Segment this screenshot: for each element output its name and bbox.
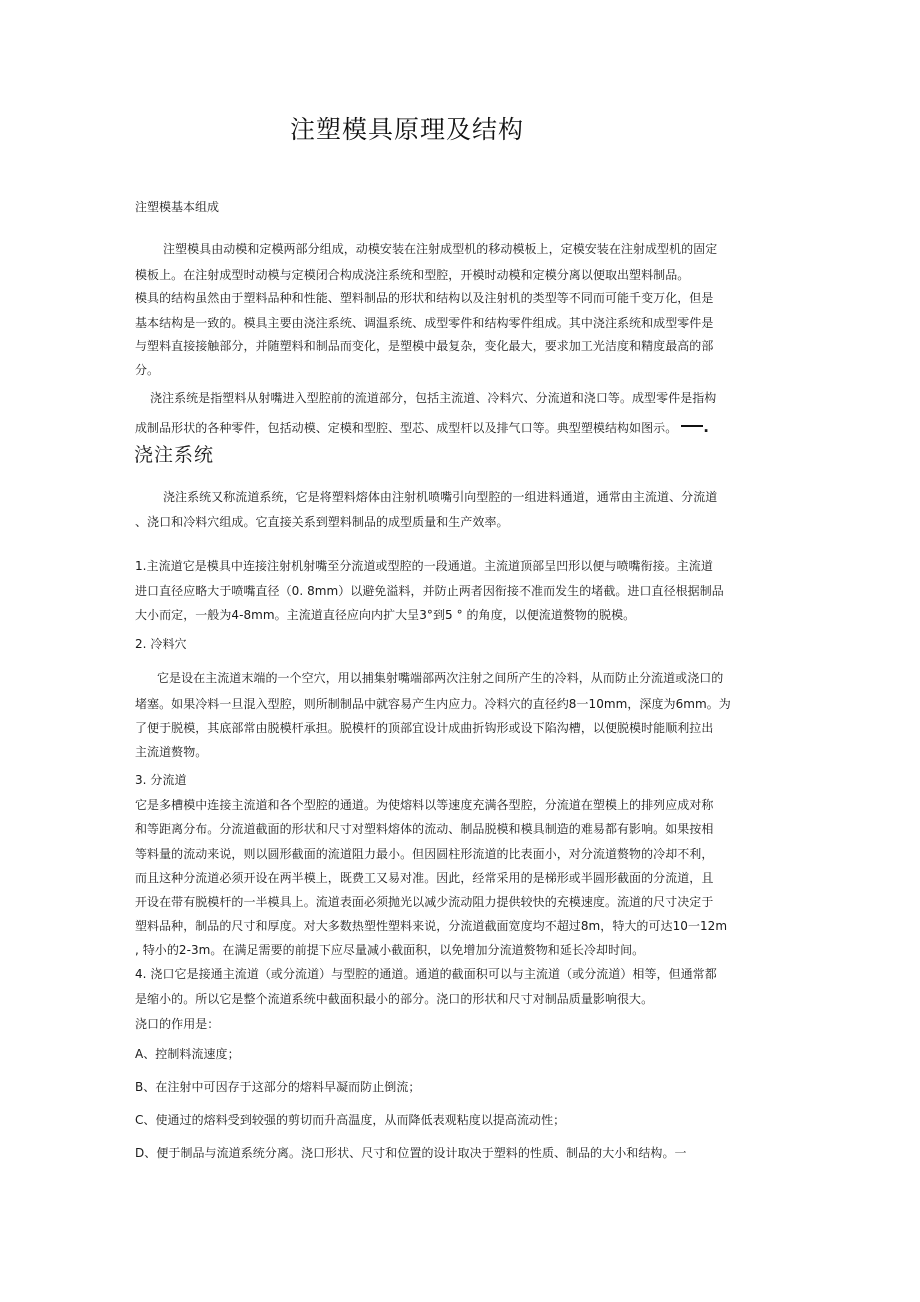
list-heading: 2. 冷料穴 [135,637,187,651]
paragraph-line: 、浇口和冷料穴组成。它直接关系到塑料制品的成型质量和生产效率。 [135,515,509,529]
paragraph-line: 堵塞。如果冷料一旦混入型腔，则所制制品中就容易产生内应力。冷料穴的直径约8一10mm，深度为6mm。为 [135,697,731,711]
list-item: D、便于制品与流道系统分离。浇口形状、尺寸和位置的设计取决于塑料的性质、制品的大小和结构。一 [135,1146,687,1160]
document-title: 注塑模具原理及结构 [290,115,525,144]
paragraph-line: 和等距离分布。分流道截面的形状和尺寸对塑料熔体的流动、制品脱模和模具制造的难易都有影响。如果按相 [135,822,714,836]
paragraph-line: 主流道赘物。 [135,745,208,759]
paragraph-line: 开设在带有脱模杆的一半模具上。流道表面必须抛光以减少流动阻力提供较快的充模速度。流道的尺寸决定于 [135,895,714,909]
paragraph-line: 大小而定，一般为4-8mm。主流道直径应向内扩大呈3°到5 ° 的角度，以便流道赘物的脱模。 [135,608,636,622]
paragraph-line: 基本结构是一致的。模具主要由浇注系统、调温系统、成型零件和结构零件组成。其中浇注系统和成型零件是 [135,316,714,330]
section-subtitle: 注塑模基本组成 [135,200,220,214]
section-marker: . [703,418,710,436]
paragraph-line: 模板上。在注射成型时动模与定模闭合构成浇注系统和型腔，开模时动模和定模分离以便取出塑料制品。 [135,268,690,282]
section-separator [681,425,703,427]
list-item: A、控制料流速度； [135,1047,240,1061]
list-item: B、在注射中可因存于这部分的熔料早凝而防止倒流； [135,1080,421,1094]
paragraph-line: 浇口的作用是： [135,1017,220,1031]
paragraph-line: 等料量的流动来说，则以圆形截面的流道阻力最小。但因圆柱形流道的比表面小，对分流道赘物的冷却不利， [135,847,714,861]
paragraph-line: , 特小的2-3m。在满足需要的前提下应尽量减小截面积，以免增加分流道赘物和延长冷却时间。 [135,943,645,957]
paragraph-line: 是缩小的。所以它是整个流道系统中截面积最小的部分。浇口的形状和尺寸对制品质量影响很大。 [135,992,654,1006]
paragraph-line: 了便于脱模，其底部常由脱模杆承担。脱模杆的顶部宜设计成曲折钩形或设下陷沟槽，以便脱模时能顺利拉出 [135,721,714,735]
paragraph-line: 它是多槽模中连接主流道和各个型腔的通道。为使熔料以等速度充满各型腔，分流道在塑模上的排列应成对称 [135,798,714,812]
paragraph-line: 塑料品种，制品的尺寸和厚度。对大多数热塑性塑料来说，分流道截面宽度均不超过8m，特大的可达10一12m [135,919,728,933]
paragraph-line: 浇注系统是指塑料从射嘴进入型腔前的流道部分，包括主流道、冷料穴、分流道和浇口等。成型零件是指构 [150,391,717,405]
paragraph-line: 模具的结构虽然由于塑料品种和性能、塑料制品的形状和结构以及注射机的类型等不同而可能千变万化，但是 [135,291,714,305]
paragraph-line: 而且这种分流道必须开设在两半模上，既费工又易对准。因此，经常采用的是梯形或半圆形截面的分流道，且 [135,871,714,885]
section-heading: 浇注系统 [134,444,215,466]
paragraph-line: 它是设在主流道末端的一个空穴，用以捕集射嘴端部两次注射之间所产生的冷料，从而防止分流道或浇口的 [157,671,724,685]
paragraph-line: 4. 浇口它是接通主流道（或分流道）与型腔的通道。通道的截面积可以与主流道（或分流道）相等，但通常都 [135,967,717,981]
paragraph-line [135,419,709,436]
list-item: C、使通过的熔料受到较强的剪切而升高温度，从而降低表观粘度以提高流动性； [135,1113,566,1127]
list-heading: 3. 分流道 [135,773,187,787]
paragraph-line-text: 成制品形状的各种零件，包括动模、定模和型腔、型芯、成型杆以及排气口等。典型塑模结构如图示。 [135,421,678,435]
paragraph-line: 1.主流道它是模具中连接注射机射嘴至分流道或型腔的一段通道。主流道顶部呈凹形以便与喷嘴衔接。主流道 [135,559,713,573]
paragraph-line: 浇注系统又称流道系统，它是将塑料熔体由注射机喷嘴引向型腔的一组进料通道，通常由主流道、分流道 [163,490,718,504]
paragraph-line: 注塑模具由动模和定模两部分组成，动模安装在注射成型机的移动模板上，定模安装在注射成型机的固定 [163,242,718,256]
paragraph-line: 分。 [135,363,160,377]
paragraph-line: 进口直径应略大于喷嘴直径（0. 8mm）以避免溢料，并防止两者因衔接不准而发生的堵截。进口直径根据制品 [135,584,724,598]
paragraph-line: 与塑料直接接触部分，并随塑料和制品而变化，是塑模中最复杂，变化最大，要求加工光洁度和精度最高的部 [135,339,714,353]
